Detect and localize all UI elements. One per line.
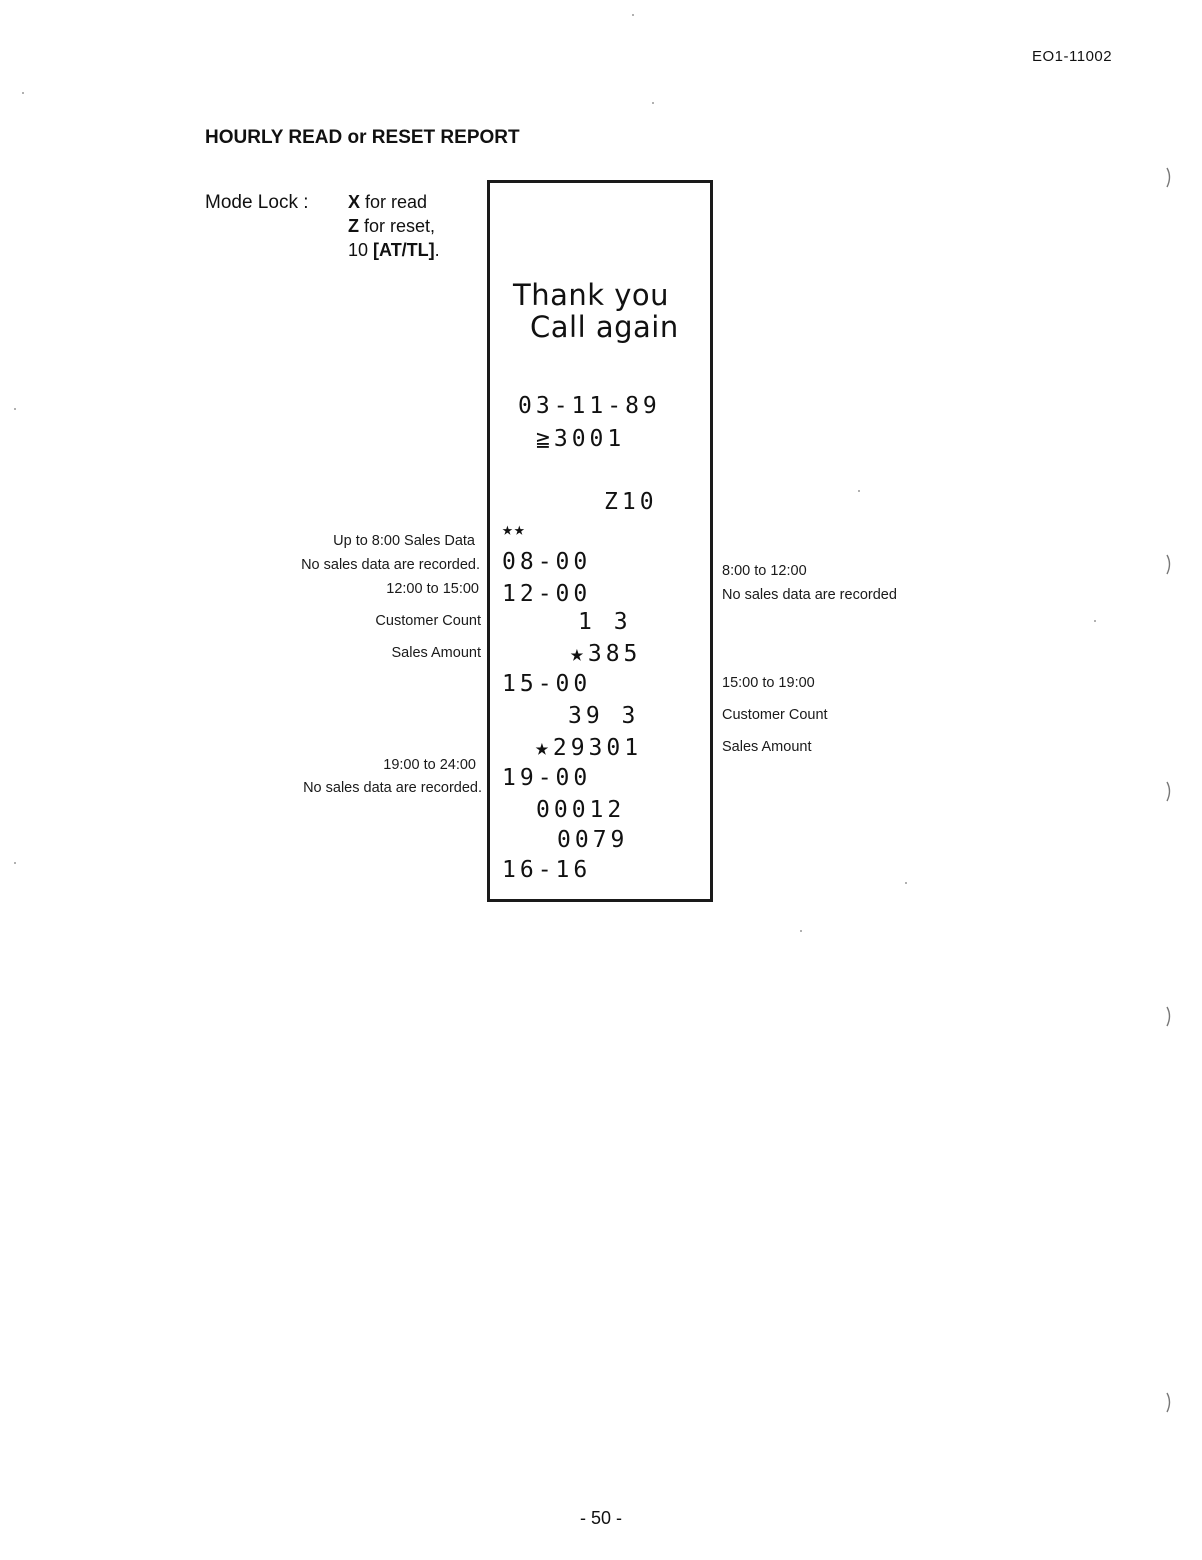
binder-mark-2 [1167,555,1170,574]
binder-mark-1 [1167,168,1170,187]
mode-key-prefix: 10 [348,240,374,260]
note-range-1500-1900: 15:00 to 19:00 [722,675,815,691]
receipt-sales-amount-1500: ★29301 [535,735,643,761]
note-up-to-800: Up to 8:00 Sales Data [333,533,475,549]
receipt-customer-count-1200: 1 3 [578,609,632,635]
note-range-1900-2400: 19:00 to 24:00 [383,757,476,773]
scan-speck [905,882,907,884]
binder-mark-3 [1167,782,1170,801]
scan-speck [652,102,654,104]
page-title: HOURLY READ or RESET REPORT [205,127,520,148]
mode-key-x: X [348,192,361,212]
receipt-report-code: Z10 [604,489,658,515]
scan-speck [1094,620,1096,622]
receipt-date: 03-11-89 [518,393,661,419]
scan-speck [858,490,860,492]
receipt-marker: ★★ [502,519,526,540]
receipt-hour-0800: 08-00 [502,549,592,575]
receipt-hour-1500: 15-00 [502,671,592,697]
receipt-customer-count-1500: 39 3 [568,703,640,729]
note-sales-amount-right: Sales Amount [722,739,812,755]
note-customer-count-right: Customer Count [722,707,828,723]
receipt [487,180,713,902]
receipt-reg-no: 0079 [557,827,629,853]
note-no-sales-early: No sales data are recorded. [301,557,480,573]
scan-speck [800,930,802,932]
receipt-sales-amount-1200: ★385 [570,641,642,667]
receipt-time: 16-16 [502,857,592,883]
mode-lock-reset-line [348,216,435,237]
mode-reset-text: for reset, [359,216,436,236]
scan-speck [14,862,16,864]
mode-key-suffix: . [434,240,440,260]
note-range-1200-1500: 12:00 to 15:00 [386,581,479,597]
receipt-register-no: ≧3001 [536,426,626,452]
binder-hole-marks [1160,160,1180,1430]
receipt-greeting-1: Thank you [513,278,670,312]
document-id: EO1-11002 [1032,48,1113,65]
note-no-sales-late: No sales data are recorded. [303,780,482,796]
receipt-hour-1900: 19-00 [502,765,592,791]
receipt-consecutive-no: 00012 [536,797,626,823]
scan-speck [14,408,16,410]
note-customer-count-left: Customer Count [375,613,481,629]
mode-read-text: for read [360,192,428,212]
binder-mark-5 [1167,1393,1170,1412]
receipt-hour-1200: 12-00 [502,581,592,607]
scan-speck [22,92,24,94]
scan-speck [632,14,634,16]
mode-key-at-tl: [AT/TL] [373,240,435,260]
mode-lock-label: Mode Lock : [205,192,309,213]
mode-lock-key-line [348,240,440,261]
note-sales-amount-left: Sales Amount [391,645,481,661]
binder-mark-4 [1167,1007,1170,1026]
note-range-800-1200: 8:00 to 12:00 [722,563,807,579]
page-number: - 50 - [579,1508,622,1528]
mode-lock-read-line [348,192,427,213]
receipt-greeting-2: Call again [530,310,679,344]
note-no-sales-morning: No sales data are recorded [722,587,897,603]
mode-key-z: Z [348,216,359,236]
